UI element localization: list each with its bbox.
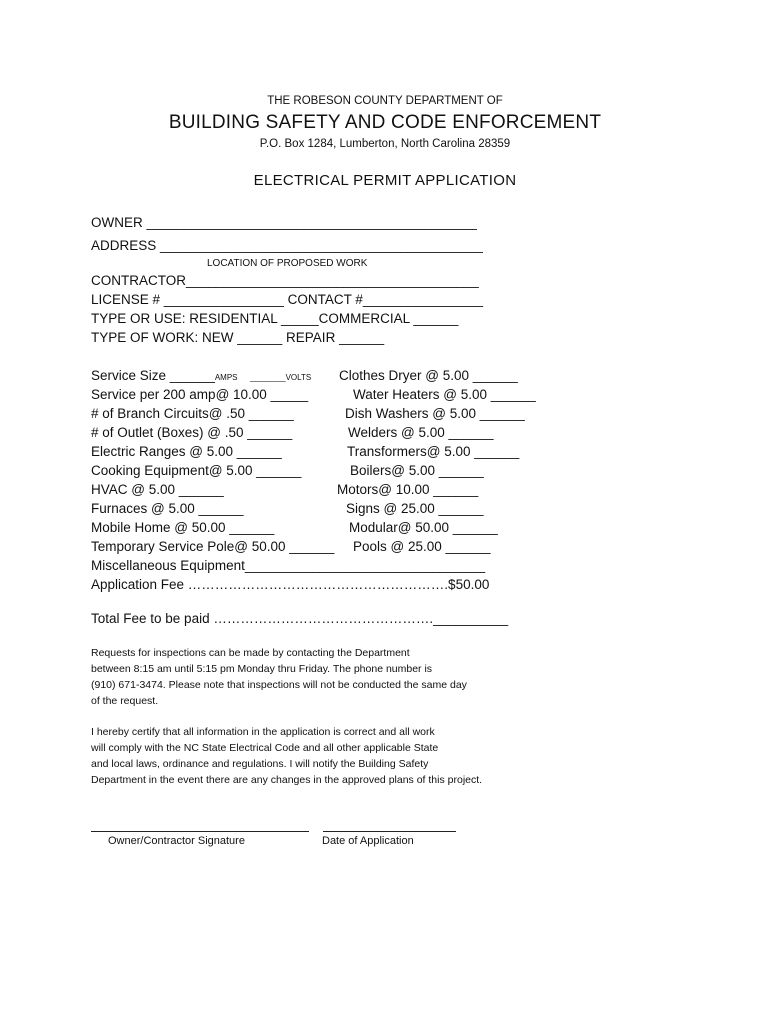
location-note: LOCATION OF PROPOSED WORK — [207, 258, 368, 269]
fee-row[interactable]: Service per 200 amp@ 10.00 _____ — [91, 387, 309, 402]
fee-row[interactable]: Welders @ 5.00 ______ — [348, 425, 494, 440]
service-size-field[interactable] — [91, 368, 238, 383]
fee-row[interactable]: # of Branch Circuits@ .50 ______ — [91, 406, 294, 421]
license-contact-field[interactable]: LICENSE # ________________ CONTACT #________________ — [91, 292, 484, 307]
type-work-field[interactable]: TYPE OF WORK: NEW ______ REPAIR ______ — [91, 330, 385, 345]
fee-row[interactable]: Transformers@ 5.00 ______ — [347, 444, 520, 459]
total-fee-field[interactable]: Total Fee to be paid ………………………………………….__________ — [91, 611, 509, 626]
fee-row[interactable]: Cooking Equipment@ 5.00 ______ — [91, 463, 302, 478]
paragraph-line: I hereby certify that all information in the application is correct and all work — [91, 726, 435, 738]
department-line: THE ROBESON COUNTY DEPARTMENT OF — [267, 95, 503, 107]
owner-signature-label: Owner/Contractor Signature — [108, 835, 245, 847]
owner-signature-line[interactable] — [91, 831, 309, 832]
mailing-address: P.O. Box 1284, Lumberton, North Carolina 28359 — [259, 138, 511, 150]
service-size-label: Service Size ______ — [91, 368, 215, 383]
form-title: ELECTRICAL PERMIT APPLICATION — [253, 172, 517, 189]
fee-row[interactable]: Electric Ranges @ 5.00 ______ — [91, 444, 282, 459]
certification-paragraph — [91, 724, 482, 788]
fee-row[interactable]: Pools @ 25.00 ______ — [353, 539, 491, 554]
fee-row[interactable]: # of Outlet (Boxes) @ .50 ______ — [91, 425, 293, 440]
date-label: Date of Application — [322, 835, 414, 847]
inspection-paragraph — [91, 645, 467, 709]
fee-row[interactable]: Motors@ 10.00 ______ — [337, 482, 479, 497]
paragraph-line: Requests for inspections can be made by contacting the Department — [91, 647, 410, 659]
fee-row[interactable]: Mobile Home @ 50.00 ______ — [91, 520, 275, 535]
page-title: BUILDING SAFETY AND CODE ENFORCEMENT — [168, 112, 602, 133]
fee-row[interactable]: Clothes Dryer @ 5.00 ______ — [339, 368, 518, 383]
fee-row[interactable]: HVAC @ 5.00 ______ — [91, 482, 224, 497]
volts-field[interactable] — [250, 373, 311, 382]
fee-row[interactable]: Modular@ 50.00 ______ — [349, 520, 498, 535]
paragraph-line: Department in the event there are any changes in the approved plans of this project. — [91, 774, 483, 786]
fee-row[interactable]: Signs @ 25.00 ______ — [346, 501, 484, 516]
fee-row[interactable]: Temporary Service Pole@ 50.00 ______ — [91, 539, 335, 554]
address-field[interactable]: ADDRESS ___________________________________________ — [91, 238, 483, 253]
volts-label: VOLTS — [285, 373, 312, 382]
amps-label: AMPS — [214, 373, 238, 382]
paragraph-line: and local laws, ordinance and regulations. I will notify the Building Safety — [91, 758, 429, 770]
misc-equipment-field[interactable]: Miscellaneous Equipment________________________________ — [91, 558, 486, 573]
type-use-field[interactable]: TYPE OR USE: RESIDENTIAL _____COMMERCIAL ______ — [91, 311, 459, 326]
paragraph-line: (910) 671-3474. Please note that inspections will not be conducted the same day — [91, 679, 467, 691]
fee-row[interactable]: Boilers@ 5.00 ______ — [350, 463, 484, 478]
paragraph-line: of the request. — [91, 695, 159, 707]
date-line[interactable] — [323, 831, 456, 832]
paragraph-line: will comply with the NC State Electrical Code and all other applicable State — [91, 742, 439, 754]
application-fee-line: Application Fee ………………………………………………….$50.00 — [91, 577, 490, 592]
fee-row[interactable]: Water Heaters @ 5.00 ______ — [353, 387, 536, 402]
volts-blank: ________ — [250, 373, 286, 382]
contractor-field[interactable]: CONTRACTOR_______________________________________ — [91, 273, 479, 288]
paragraph-line: between 8:15 am until 5:15 pm Monday thru Friday. The phone number is — [91, 663, 433, 675]
fee-row[interactable]: Dish Washers @ 5.00 ______ — [345, 406, 525, 421]
owner-field[interactable]: OWNER ____________________________________________ — [91, 215, 477, 230]
fee-row[interactable]: Furnaces @ 5.00 ______ — [91, 501, 244, 516]
